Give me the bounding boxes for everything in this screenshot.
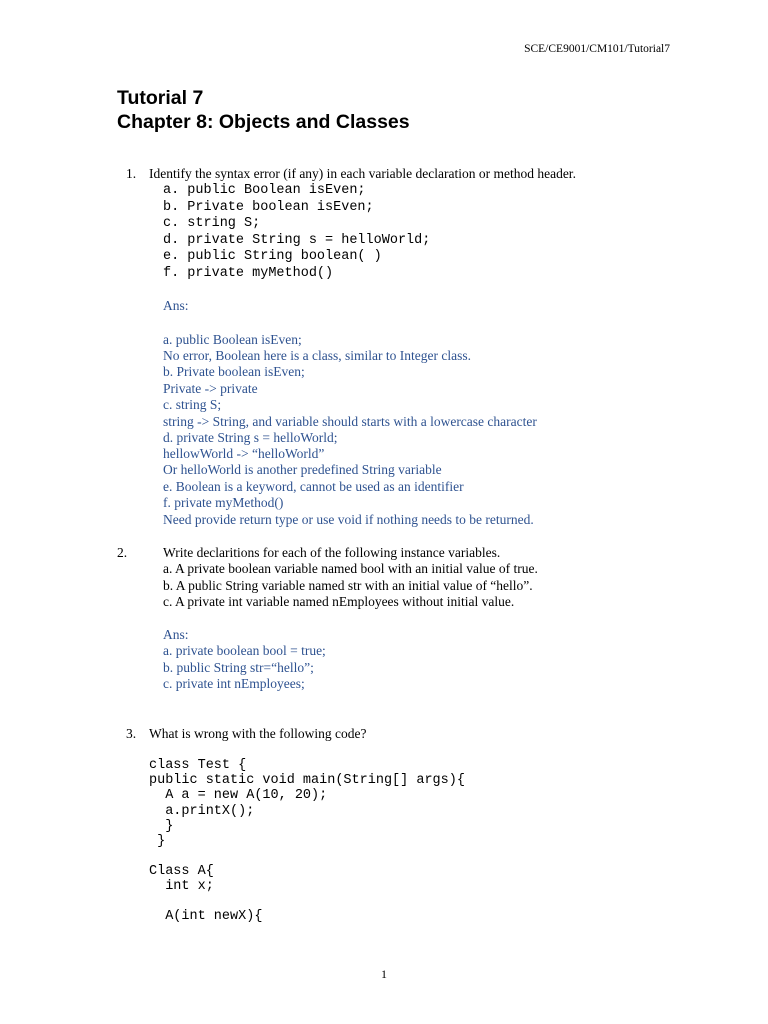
q3-code-line: A a = new A(10, 20); — [149, 788, 328, 803]
q2-item-b: b. A public String variable named str with an initial value of “hello”. — [163, 578, 533, 593]
q3-code-line: } — [149, 834, 166, 849]
q3-prompt: What is wrong with the following code? — [149, 726, 367, 741]
q2-answer-line: b. public String str=“hello”; — [163, 660, 314, 675]
q1-item-a: a. public Boolean isEven; — [163, 183, 366, 198]
q1-answer-line: c. string S; — [163, 397, 222, 412]
q2-prompt: Write declaritions for each of the following instance variables. — [163, 545, 501, 560]
q1-answer-line: a. public Boolean isEven; — [163, 332, 302, 347]
q1-item-d: d. private String s = helloWorld; — [163, 233, 431, 248]
q1-item-b: b. Private boolean isEven; — [163, 200, 374, 215]
q1-item-e: e. public String boolean( ) — [163, 249, 382, 264]
header-course-code: SCE/CE9001/CM101/Tutorial7 — [524, 43, 670, 55]
q1-item-c: c. string S; — [163, 216, 261, 231]
q3-code-line: public static void main(String[] args){ — [149, 773, 465, 788]
q2-item-a: a. A private boolean variable named bool with an initial value of true. — [163, 561, 538, 576]
q3-code-line: Class A{ — [149, 864, 214, 879]
q1-item-f: f. private myMethod() — [163, 266, 334, 281]
q1-answer-line: hellowWorld -> “helloWorld” — [163, 446, 325, 461]
q3-code-line: a.printX(); — [149, 804, 255, 819]
q1-answer-line: Need provide return type or use void if nothing needs to be returned. — [163, 512, 534, 527]
q1-answer-line: No error, Boolean here is a class, similar to Integer class. — [163, 348, 471, 363]
q1-answer-line: d. private String s = helloWorld; — [163, 430, 338, 445]
q1-answer-line: Or helloWorld is another predefined String variable — [163, 462, 442, 477]
q1-ans-label: Ans: — [163, 298, 189, 313]
tutorial-title: Tutorial 7 — [117, 87, 204, 109]
q1-prompt: Identify the syntax error (if any) in each variable declaration or method header. — [149, 166, 576, 181]
q3-number: 3. — [126, 726, 137, 741]
q2-answer-line: a. private boolean bool = true; — [163, 643, 326, 658]
q2-ans-label: Ans: — [163, 627, 189, 642]
page-number: 1 — [381, 967, 387, 981]
q2-answer-line: c. private int nEmployees; — [163, 676, 305, 691]
q3-code-line: A(int newX){ — [149, 909, 263, 924]
q3-code-line: } — [149, 819, 174, 834]
q1-answer-line: string -> String, and variable should starts with a lowercase character — [163, 414, 537, 429]
q1-answer-line: f. private myMethod() — [163, 495, 284, 510]
q1-number: 1. — [126, 166, 137, 181]
q2-number: 2. — [117, 545, 128, 560]
q3-code-line: class Test { — [149, 758, 247, 773]
q1-answer-line: b. Private boolean isEven; — [163, 364, 305, 379]
q1-answer-line: Private -> private — [163, 381, 258, 396]
q3-code-line: int x; — [149, 879, 214, 894]
chapter-title: Chapter 8: Objects and Classes — [117, 111, 410, 133]
q1-answer-line: e. Boolean is a keyword, cannot be used as an identifier — [163, 479, 464, 494]
q2-item-c: c. A private int variable named nEmployees without initial value. — [163, 594, 515, 609]
